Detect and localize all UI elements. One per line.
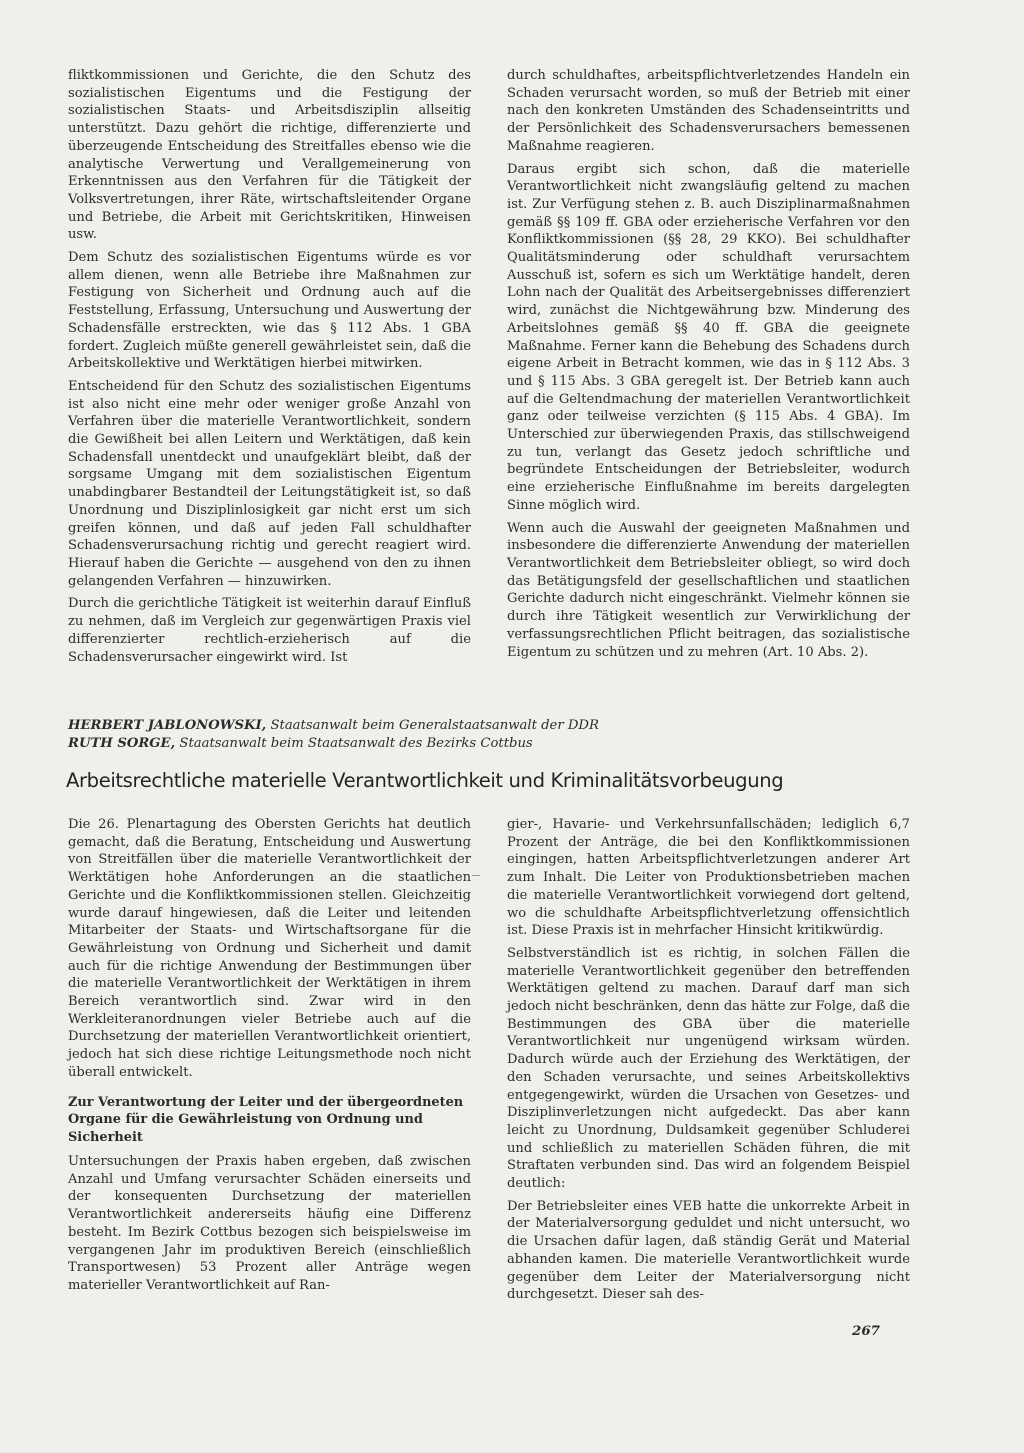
bottom-left-column (68, 816, 471, 1295)
bottom-right-column (507, 816, 910, 1304)
paragraph: Entscheidend für den Schutz des sozialistischen Eigentums ist also nicht eine mehr oder weniger große Anzahl von Verfahren über die materielle Verantwortlichkeit, sondern die Gewißheit bei allen Leitern und Werktätigen, daß kein Schadensfall unentdeckt und unaufgeklärt bleibt, daß der sorgsame Umgang mit dem sozialistischen Eigentum unabdingbarer Bestandteil der Leitungstätigkeit ist, so daß Unordnung und Disziplinlosigkeit gar nicht erst um sich greifen können, und daß auf jeden Fall schuldhafter Schadensverursachung richtig und gerecht reagiert wird. Hierauf haben die Gerichte — ausgehend von den zu ihnen gelangenden Verfahren — hinzuwirken. (68, 378, 471, 589)
author-role: Staatsanwalt beim Staatsanwalt des Bezirks Cottbus (179, 735, 533, 751)
page-number: 267 (852, 1323, 880, 1339)
paragraph: Durch die gerichtliche Tätigkeit ist weiterhin darauf Einfluß zu nehmen, daß im Vergleich zur gegenwärtigen Praxis viel differenzierter rechtlich-erzieherisch auf die Schadensverursacher eingewirkt wird. Ist (68, 596, 471, 665)
top-left-column (68, 67, 471, 666)
paragraph: fliktkommissionen und Gerichte, die den Schutz des sozialistischen Eigentums und die Festigung der sozialistischen Staats- und Arbeitsdisziplin allseitig unterstützt. Dazu gehört die richtige, differenzierte und überzeugende Entscheidung des Streitfalles ebenso wie die analytische Verwertung und Verallgemeinerung von Erkenntnissen aus den Verfahren für die Tätigkeit der Volksvertretungen, ihrer Räte, wirtschaftsleitender Organe und Betriebe, die Arbeit mit Gerichtskritiken, Hinweisen usw. (68, 68, 471, 243)
paragraph: gier-, Havarie- und Verkehrsunfallschäden; lediglich 6,7 Prozent der Anträge, die bei den Konfliktkommissionen eingingen, hatten Arbeitspflichtverletzungen anderer Art zum Inhalt. Die Leiter von Produktionsbetrieben machen die materielle Verantwortlichkeit vorwiegend dort geltend, wo die schuldhafte Arbeitspflichtverletzung offensichtlich ist. Diese Praxis ist in mehrfacher Hinsicht kritikwürdig. (507, 817, 910, 939)
paragraph: Wenn auch die Auswahl der geeigneten Maßnahmen und insbesondere die differenzierte Anwendung der materiellen Verantwortlichkeit dem Betriebsleiter obliegt, so wird doch das Betätigungsfeld der gesellschaftlichen und staatlichen Gerichte dadurch nicht eingeschränkt. Vielmehr können sie durch ihre Tätigkeit wesentlich zur Verwirklichung der verfassungsrechtlichen Pflicht beitragen, das sozialistische Eigentum zu schützen und zu mehren (Art. 10 Abs. 2). (507, 520, 910, 660)
author-role: Staatsanwalt beim Generalstaatsanwalt der DDR (270, 718, 599, 733)
paragraph: Selbstverständlich ist es richtig, in solchen Fällen die materielle Verantwortlichkeit gegenüber den betreffenden Werktätigen geltend zu machen. Darauf darf man sich jedoch nicht beschränken, denn das hätte zur Folge, daß die Bestimmungen des GBA über die materielle Verantwortlichkeit nur ungenügend wirksam würden. Dadurch würde auch der Erziehung des Werktätigen, der den Schaden verursachte, und seines Arbeitskollektivs entgegengewirkt, würden die Ursachen von Gesetzes- und Disziplinverletzungen nicht aufgedeckt. Das aber kann leicht zu Unordnung, Duldsamkeit gegenüber Schluderei und schließlich zu materiellen Schäden führen, die mit Straftaten verbunden sind. Das wird an folgendem Beispiel deutlich: (507, 945, 910, 1192)
author-byline (68, 717, 908, 752)
author-name: RUTH SORGE, (68, 735, 176, 751)
top-right-column (507, 67, 910, 661)
paragraph: Untersuchungen der Praxis haben ergeben, daß zwischen Anzahl und Umfang verursachter Schäden einerseits und der konsequenten Durchsetzung der materiellen Verantwortlichkeit andererseits häufig eine Differenz besteht. Im Bezirk Cottbus bezogen sich beispielsweise im vergangenen Jahr im produktiven Bereich (einschließlich Transportwesen) 53 Prozent aller Anträge wegen materieller Verantwortlichkeit auf Ran- (68, 1154, 471, 1293)
paragraph: Dem Schutz des sozialistischen Eigentums würde es vor allem dienen, wenn alle Betriebe ihre Maßnahmen zur Festigung von Sicherheit und Ordnung auch auf die Feststellung, Erfassung, Untersuchung und Auswertung der Schadensfälle erstreckten, wie das § 112 Abs. 1 GBA fordert. Zugleich müßte generell gewährleistet sein, daß die Arbeitskollektive und Werktätigen hierbei mitwirken. (68, 250, 471, 372)
paragraph: Die 26. Plenartagung des Obersten Gerichts hat deutlich gemacht, daß die Beratung, Entscheidung und Auswertung von Streitfällen über die materielle Verantwortlichkeit der Werktätigen hohe Anforderungen an die staatlichen Gerichte und die Konfliktkommissionen stellen. Gleichzeitig wurde darauf hingewiesen, daß die Leiter und leitenden Mitarbeiter der Staats- und Wirtschaftsorgane für die Gewährleistung von Ordnung und Sicherheit und damit auch für die richtige Anwendung der Bestimmungen über die materielle Verantwortlichkeit der Werktätigen in ihrem Bereich verantwortlich sind. Zwar wird in den Werkleiteranordnungen vieler Betriebe auch auf die Durchsetzung der materiellen Verantwortlichkeit orientiert, jedoch hat sich diese richtige Leitungsmethode noch nicht überall entwickelt. (68, 817, 471, 1080)
author-line (68, 735, 908, 753)
author-line (68, 717, 908, 735)
paragraph: Daraus ergibt sich schon, daß die materielle Verantwortlichkeit nicht zwangsläufig geltend zu machen ist. Zur Verfügung stehen z. B. auch Disziplinarmaßnahmen gemäß §§ 109 ff. GBA oder erzieherische Verfahren vor den Konfliktkommissionen (§§ 28, 29 KKO). Bei schuldhafter Qualitätsminderung oder schuldhaft verursachtem Ausschuß ist, sofern es sich um Werktätige handelt, deren Lohn nach der Qualität des Arbeitsergebnisses differenziert wird, zunächst die Nichtgewährung bzw. Minderung des Arbeitslohnes gemäß §§ 40 ff. GBA die geeignete Maßnahme. Ferner kann die Behebung des Schadens durch eigene Arbeit in Betracht kommen, wie das in § 112 Abs. 3 und § 115 Abs. 3 GBA geregelt ist. Der Betrieb kann auch auf die Geltendmachung der materiellen Verantwortlichkeit ganz oder teilweise verzichten (§ 115 Abs. 4 GBA). Im Unterschied zur überwiegenden Praxis, das stillschweigend zu tun, verlangt das Gesetz jedoch schriftliche und begründete Entscheidungen der Betriebsleiter, wodurch eine erzieherische Einflußnahme im bereits dargelegten Sinne möglich wird. (507, 161, 910, 513)
paragraph: durch schuldhaftes, arbeitspflichtverletzendes Handeln ein Schaden verursacht worden, so muß der Betrieb mit einer nach den konkreten Umständen des Schadenseintritts und der Persönlichkeit des Schadensverursachers bemessenen Maßnahme reagieren. (507, 68, 910, 154)
paragraph: Der Betriebsleiter eines VEB hatte die unkorrekte Arbeit in der Materialversorgung geduldet und nicht untersucht, wo die Ursachen dafür lagen, daß ständig Gerät und Material abhanden kamen. Die materielle Verantwortlichkeit wurde gegenüber dem Leiter der Materialversorgung nicht durchgesetzt. Dieser sah des- (507, 1198, 910, 1303)
article-title: Arbeitsrechtliche materielle Verantwortlichkeit und Kriminalitätsvorbeugung (66, 769, 784, 792)
section-subheading: Zur Verantwortung der Leiter und der übergeordneten Organe für die Gewährleistung von Ordnung und Sicherheit (68, 1094, 464, 1145)
author-name: HERBERT JABLONOWSKI, (68, 718, 267, 733)
margin-mark (472, 875, 480, 876)
